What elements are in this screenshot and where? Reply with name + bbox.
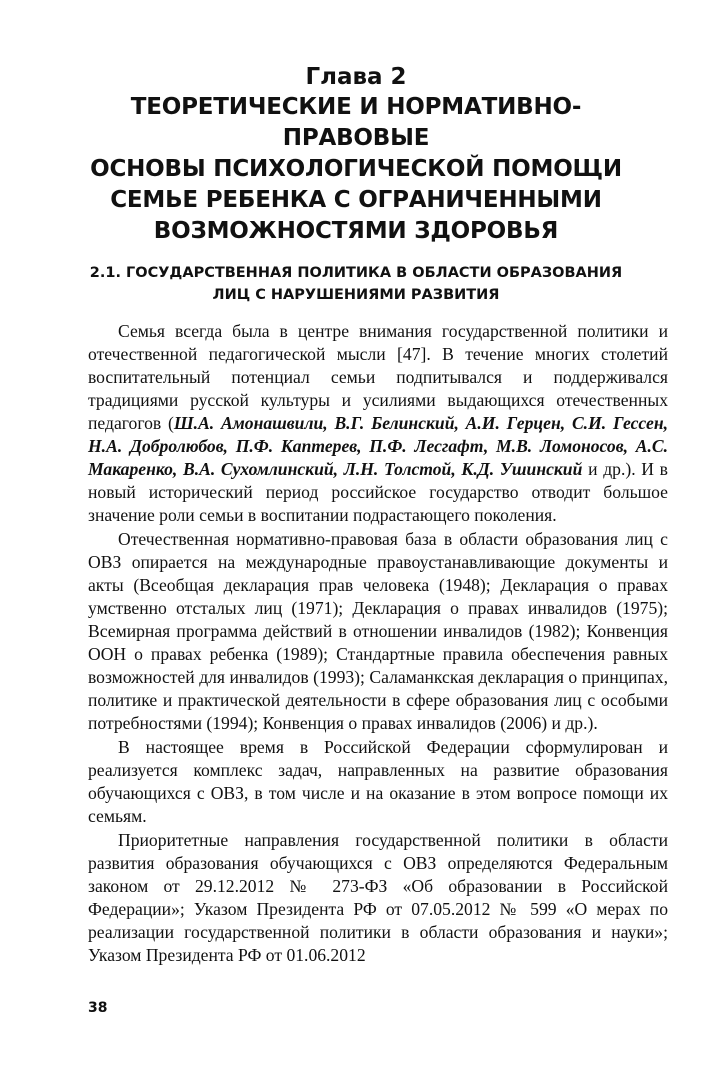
section-title-line: ЛИЦ С НАРУШЕНИЯМИ РАЗВИТИЯ xyxy=(212,287,500,303)
section-title-line: 2.1. ГОСУДАРСТВЕННАЯ ПОЛИТИКА В ОБЛАСТИ ОБРАЗОВАНИЯ xyxy=(89,265,623,281)
body-text xyxy=(88,320,668,968)
page-number: 38 xyxy=(88,1000,108,1016)
chapter-title-line: ВОЗМОЖНОСТЯМИ ЗДОРОВЬЯ xyxy=(153,218,559,244)
paragraph-4: Приоритетные направления государственной политики в области развития образования обучающихся с ОВЗ определяются Федеральным законом от 29.12.2012 № 273-ФЗ «Об образовании в Российской Федерации»; Указом Президента РФ от 07.05.2012 № 599 «О мерах по реализации государственной политики в области образования и науки»; Указом Президента РФ от 01.06.2012 xyxy=(88,830,668,965)
paragraph-3: В настоящее время в Российской Федерации сформулирован и реализуется комплекс задач, направленных на развитие образования обучающихся с ОВЗ, в том числе и на оказание в этом вопросе помощи их семьям. xyxy=(88,737,668,826)
chapter-heading xyxy=(60,62,652,247)
paragraph-1-text-after: и др.). И в новый исторический период российское государство отводит большое значение роли семьи в воспитании подрастающего поколения. xyxy=(88,459,668,525)
paragraph-1 xyxy=(88,320,668,527)
paragraph-1-text-before: Семья всегда была в центре внимания государственной политики и отечественной педагогической мысли [47]. В течение многих столетий воспитательный потенциал семьи подпитывался и поддерживался традициями русской культуры и усилиями выдающихся отечественных педагогов ( xyxy=(88,321,668,433)
educator-names: Ш.А. Амонашвили, В.Г. Белинский, А.И. Герцен, С.И. Гессен, Н.А. Добролюбов, П.Ф. Каптерев, П.Ф. Лесгафт, М.В. Ломоносов, А.С. Макаренко, В.А. Сухомлинский, Л.Н. Толстой, К.Д. Ушинский xyxy=(88,413,668,479)
chapter-label: Глава 2 xyxy=(305,64,407,90)
section-heading xyxy=(70,262,642,306)
chapter-title-line: ТЕОРЕТИЧЕСКИЕ И НОРМАТИВНО-ПРАВОВЫЕ xyxy=(130,94,582,151)
chapter-title-line: ОСНОВЫ ПСИХОЛОГИЧЕСКОЙ ПОМОЩИ xyxy=(90,156,622,182)
chapter-title-line: СЕМЬЕ РЕБЕНКА С ОГРАНИЧЕННЫМИ xyxy=(110,187,602,213)
paragraph-2: Отечественная нормативно-правовая база в области образования лиц с ОВЗ опирается на международные правоустанавливающие документы и акты (Всеобщая декларация прав человека (1948); Декларация о правах умственно отсталых лиц (1971); Декларация о правах инвалидов (1975); Всемирная программа действий в отношении инвалидов (1982); Конвенция ООН о правах ребенка (1989); Стандартные правила обеспечения равных возможностей для инвалидов (1993); Саламанкская декларация о принципах, политике и практической деятельности в сфере образования лиц с особыми потребностями (1994); Конвенция о правах инвалидов (2006) и др.). xyxy=(88,529,668,733)
